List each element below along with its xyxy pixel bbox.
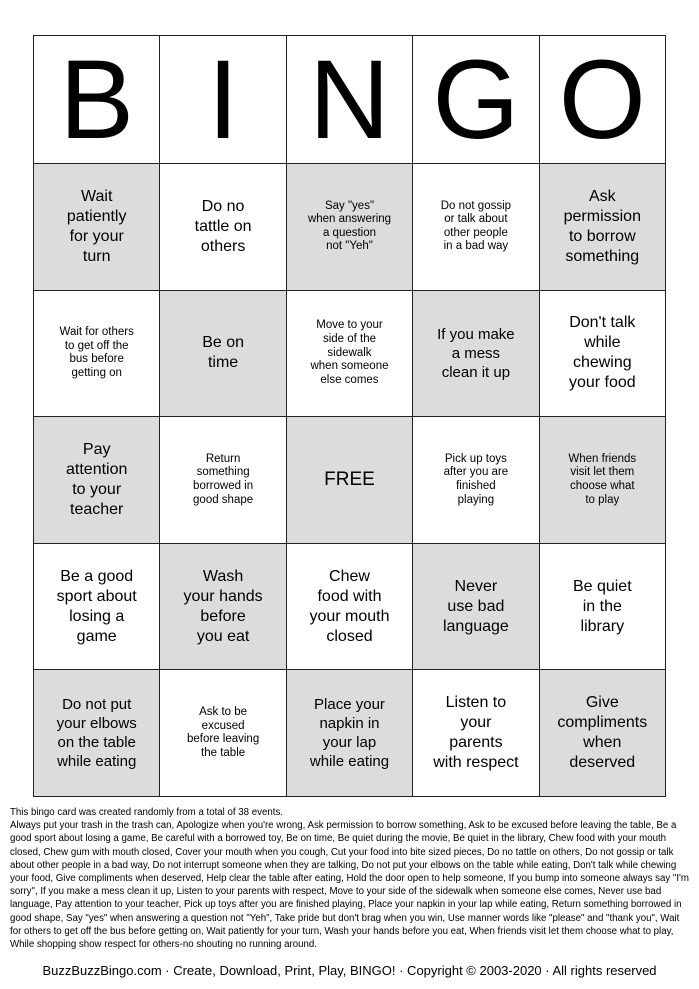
bingo-cell: Never use bad language xyxy=(413,544,539,671)
bingo-cell: Pay attention to your teacher xyxy=(34,417,160,544)
bingo-cell: Listen to your parents with respect xyxy=(413,670,539,797)
bingo-cell: Chew food with your mouth closed xyxy=(287,544,413,671)
header-letter-i: I xyxy=(160,36,286,164)
bingo-cell: Be on time xyxy=(160,291,286,418)
free-space-cell: FREE xyxy=(287,417,413,544)
bingo-cell: Do not gossip or talk about other people in a bad way xyxy=(413,164,539,291)
bingo-cell: Don't talk while chewing your food xyxy=(540,291,666,418)
bingo-cell: If you make a mess clean it up xyxy=(413,291,539,418)
events-count-line: This bingo card was created randomly from a total of 38 events. xyxy=(10,807,284,818)
events-list: Always put your trash in the trash can, Apologize when you're wrong, Ask permission to borrow something, Ask to be excused before leaving the table, Be a good sport about losing a game, Be careful with a borrowed toy, Be on time, Be quiet during the movie, Be quiet in the library, Chew food with your mouth closed, Chew gum with mouth closed, Cover your mouth when you cough, Cut your food into bite sized pieces, Do no tattle on others, Do not gossip or talk about other people in a bad way, Do not interrupt someone when they are talking, Do not put your elbows on the table while eating, Don't talk while chewing your food, Give compliments when deserved, Help clear the table after eating, Hold the door open to help someone, If you bump into someone always say "I'm sorry", If you make a mess clean it up, Listen to your parents with respect, Move to your side of the sidewalk when someone else comes, Never use bad language, Pay attention to your teacher, Pick up toys after you are finished playing, Place your napkin in your lap while eating, Return something borrowed in good shape, Say "yes" when answering a question not "Yeh", Take pride but don't brag when you win, Use manner words like "please" and "thank you", Wait for others to get off the bus before getting on, Wait patiently for your turn, Wash your hands before you eat, When friends visit let them choose what to play, While shopping show respect for others-no shouting no running around. xyxy=(10,820,689,951)
bingo-cell: Wait for others to get off the bus before getting on xyxy=(34,291,160,418)
bingo-cell: Wash your hands before you eat xyxy=(160,544,286,671)
header-letter-b: B xyxy=(34,36,160,164)
bingo-cell: Wait patiently for your turn xyxy=(34,164,160,291)
footer-copyright: BuzzBuzzBingo.com · Create, Download, Print, Play, BINGO! · Copyright © 2003-2020 · All rights reserved xyxy=(42,963,657,978)
bingo-cell: Ask to be excused before leaving the table xyxy=(160,670,286,797)
bingo-cell: Say "yes" when answering a question not "Yeh" xyxy=(287,164,413,291)
bingo-cell: Do no tattle on others xyxy=(160,164,286,291)
header-letter-g: G xyxy=(413,36,539,164)
bingo-cell: Return something borrowed in good shape xyxy=(160,417,286,544)
bingo-card xyxy=(33,35,666,797)
bingo-cell: Do not put your elbows on the table while eating xyxy=(34,670,160,797)
bingo-cell: Be a good sport about losing a game xyxy=(34,544,160,671)
bingo-cell: When friends visit let them choose what to play xyxy=(540,417,666,544)
bingo-cell: Be quiet in the library xyxy=(540,544,666,671)
bingo-cell: Pick up toys after you are finished playing xyxy=(413,417,539,544)
bingo-cell: Ask permission to borrow something xyxy=(540,164,666,291)
bingo-cell: Move to your side of the sidewalk when someone else comes xyxy=(287,291,413,418)
header-letter-n: N xyxy=(287,36,413,164)
events-info xyxy=(10,806,690,951)
header-letter-o: O xyxy=(540,36,666,164)
bingo-cell: Give compliments when deserved xyxy=(540,670,666,797)
bingo-cell: Place your napkin in your lap while eating xyxy=(287,670,413,797)
